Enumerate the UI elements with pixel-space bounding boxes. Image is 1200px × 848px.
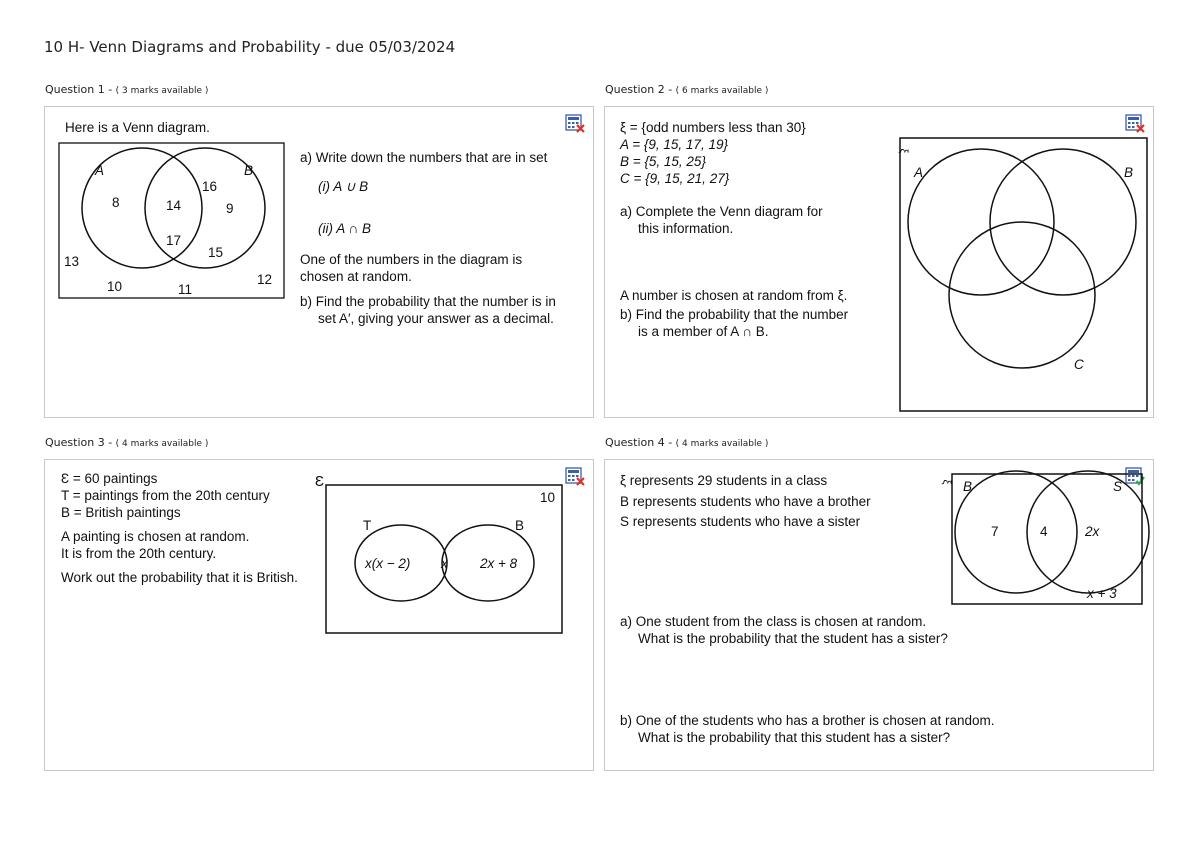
set-c-definition: C = {9, 15, 21, 27}	[620, 171, 730, 186]
question-label: Question 4 -	[605, 436, 673, 449]
region-value: 16	[202, 179, 218, 194]
outside-value: 10	[540, 490, 556, 505]
region-value: 4	[1040, 524, 1048, 539]
region-value: x(x − 2)	[365, 556, 411, 571]
part-a-text: a) Complete the Venn diagram for	[620, 204, 823, 219]
body-text: A painting is chosen at random.	[61, 529, 250, 544]
body-text: A number is chosen at random from ξ.	[620, 288, 848, 303]
region-value: 8	[112, 195, 120, 210]
question-1-heading	[45, 83, 208, 96]
marks-available: ( 4 marks available )	[675, 439, 769, 449]
set-b-label: B	[963, 479, 973, 494]
region-value: x	[441, 556, 448, 571]
part-a-text: a) One student from the class is chosen at random.	[620, 614, 927, 629]
set-t-label: T	[363, 518, 372, 533]
part-b-text: b) One of the students who has a brother is chosen at random.	[620, 713, 995, 728]
marks-available: ( 3 marks available )	[115, 86, 209, 96]
marks-available: ( 6 marks available )	[675, 86, 769, 96]
part-b-text: b) Find the probability that the number is in	[300, 294, 556, 309]
set-b-label: B	[244, 163, 254, 178]
part-b-text: set A′, giving your answer as a decimal.	[318, 311, 554, 326]
universal-symbol: ξ	[897, 148, 910, 154]
set-a-label: A	[914, 165, 924, 180]
region-value: 2x + 8	[480, 556, 518, 571]
part-b-text: What is the probability that this student has a sister?	[638, 730, 951, 745]
question-3-heading	[45, 436, 208, 449]
question-2-panel	[604, 106, 1154, 418]
part-a-text: What is the probability that the student has a sister?	[638, 631, 948, 646]
body-text: It is from the 20th century.	[61, 546, 217, 561]
question-intro: Here is a Venn diagram.	[65, 120, 210, 135]
set-b-definition: B = British paintings	[61, 505, 181, 520]
universal-set-definition: ξ = {odd numbers less than 30}	[620, 120, 806, 135]
part-b-text: b) Find the probability that the number	[620, 307, 849, 322]
question-2-heading	[605, 83, 768, 96]
question-4-panel	[604, 459, 1154, 771]
region-value: 17	[166, 233, 182, 248]
set-b-label: B	[515, 518, 525, 533]
set-b-label: B	[1124, 165, 1134, 180]
region-value: 13	[64, 254, 80, 269]
assignment-title: 10 H- Venn Diagrams and Probability - due 05/03/2024	[44, 38, 456, 56]
universal-set-definition: Ɛ = 60 paintings	[61, 471, 158, 486]
set-s-definition: S represents students who have a sister	[620, 514, 861, 529]
question-label: Question 1 -	[45, 83, 113, 96]
universal-symbol: Ɛ	[315, 473, 325, 490]
region-value: 9	[226, 201, 234, 216]
body-text: chosen at random.	[300, 269, 412, 284]
marks-available: ( 4 marks available )	[115, 439, 209, 449]
region-value: 10	[107, 279, 123, 294]
set-a-label: A	[95, 163, 105, 178]
part-a-text: a) Write down the numbers that are in set	[300, 150, 548, 165]
question-label: Question 2 -	[605, 83, 673, 96]
question-3-panel	[44, 459, 594, 771]
part-a-i: (i) A ∪ B	[318, 179, 369, 194]
universal-set-definition: ξ represents 29 students in a class	[620, 473, 828, 488]
venn-diagram	[45, 460, 593, 770]
part-a-ii: (ii) A ∩ B	[318, 221, 371, 236]
outside-value: x + 3	[1087, 586, 1117, 601]
region-value: 15	[208, 245, 224, 260]
set-a-definition: A = {9, 15, 17, 19}	[620, 137, 728, 152]
region-value: 14	[166, 198, 182, 213]
region-value: 2x	[1085, 524, 1100, 539]
region-value: 7	[991, 524, 999, 539]
set-c-label: C	[1074, 357, 1084, 372]
venn-diagram	[605, 107, 1153, 417]
body-text: One of the numbers in the diagram is	[300, 252, 523, 267]
universal-symbol: ξ	[940, 479, 953, 485]
set-b-definition: B = {5, 15, 25}	[620, 154, 706, 169]
circle-b	[955, 471, 1077, 593]
part-a-text: this information.	[638, 221, 734, 236]
region-value: 11	[178, 282, 193, 297]
question-prompt: Work out the probability that it is British.	[61, 570, 298, 585]
set-t-definition: T = paintings from the 20th century	[61, 488, 270, 503]
question-4-heading	[605, 436, 768, 449]
part-b-text: is a member of A ∩ B.	[638, 324, 769, 339]
set-s-label: S	[1113, 479, 1123, 494]
question-1-panel	[44, 106, 594, 418]
universal-set-box	[900, 138, 1147, 411]
set-b-definition: B represents students who have a brother	[620, 494, 871, 509]
region-value: 12	[257, 272, 273, 287]
question-label: Question 3 -	[45, 436, 113, 449]
